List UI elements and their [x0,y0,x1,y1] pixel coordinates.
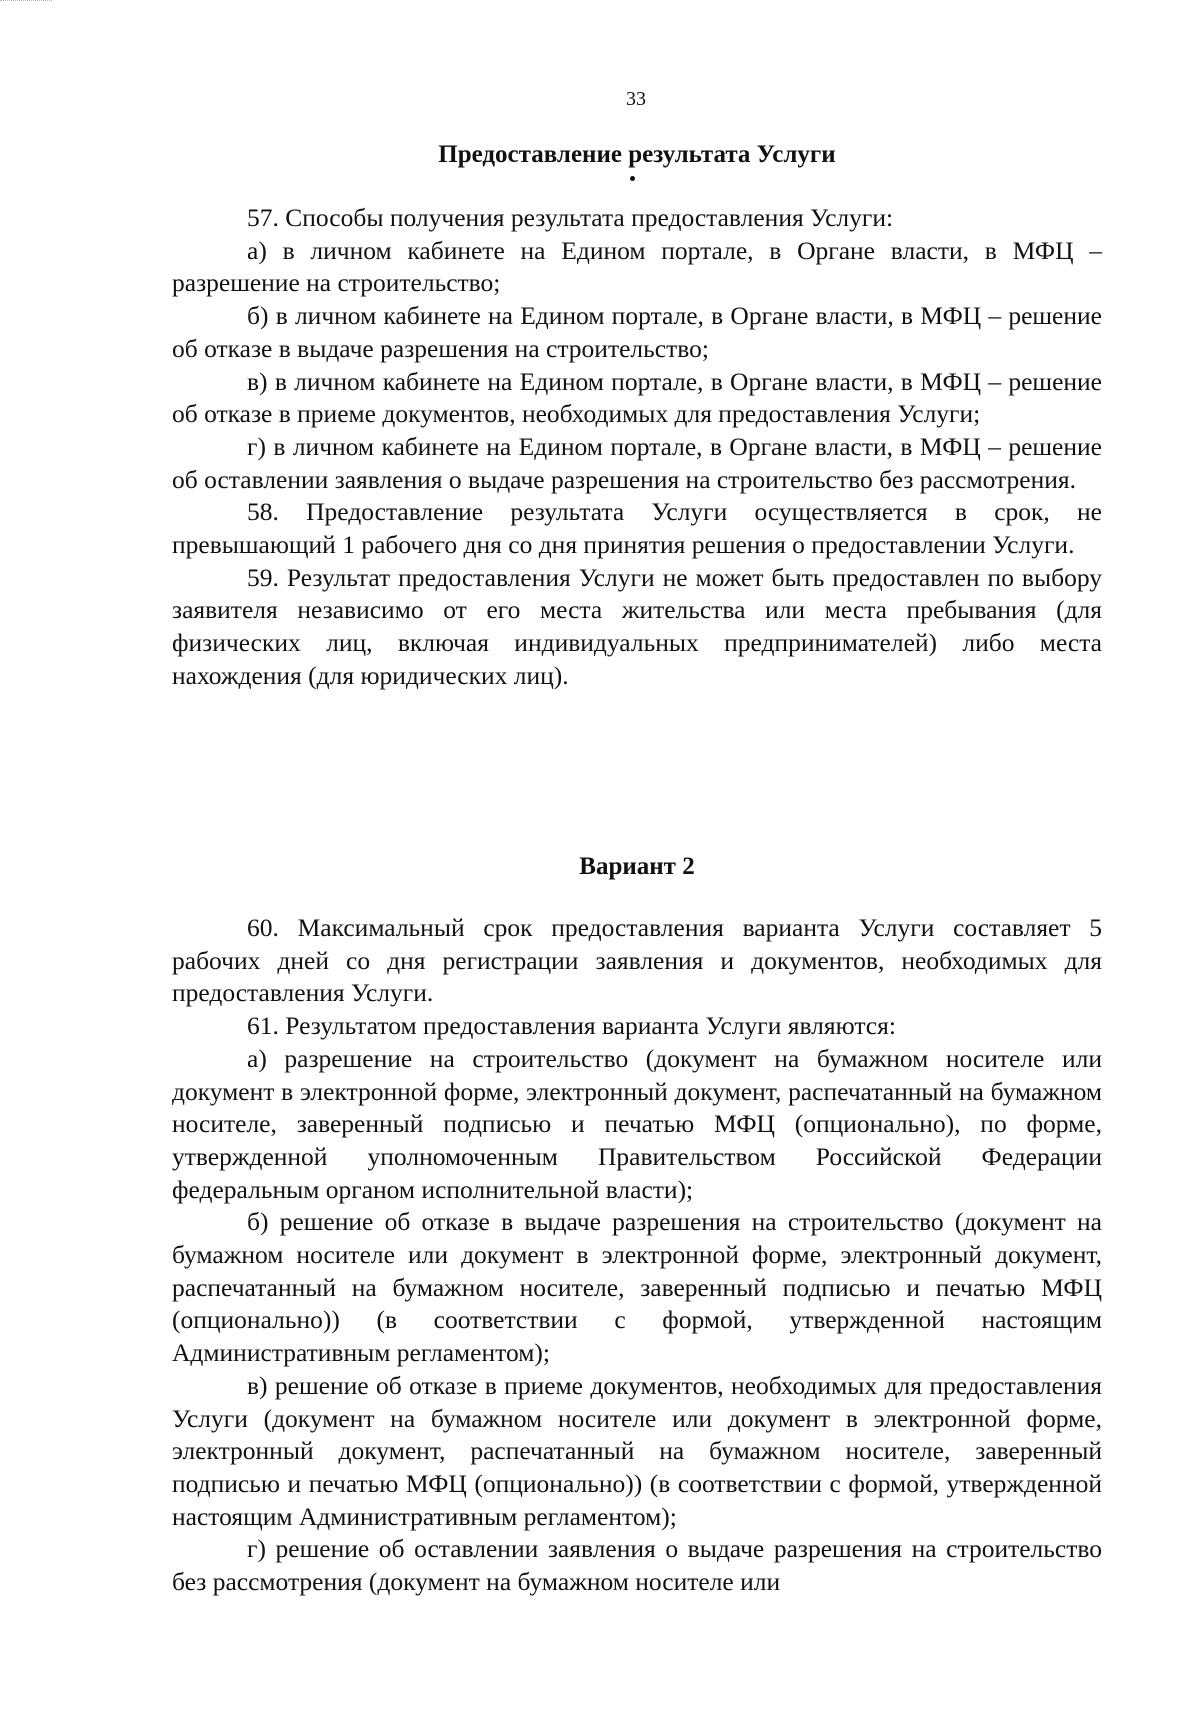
scan-artifact [0,0,52,4]
paragraph-60: 60. Максимальный срок предоставления варианта Услуги составляет 5 рабочих дней со дня регистрации заявления и документов, необходимых для предоставления Услуги. [172,913,1102,1008]
paragraph-57: 57. Способы получения результата предоставления Услуги: [247,203,894,232]
paragraph-61b: б) решение об отказе в выдаче разрешения на строительство (документ на бумажном носителе или документ в электронной форме, электронный документ, распечатанный на бумажном носителе, заверенный подписью и печатью МФЦ (опционально)) (в соответствии с формой, утвержденной настоящим Административным регламентом); [172,1207,1102,1368]
section-heading-result: Предоставление результата Услуги [438,141,836,168]
paragraph-58: 58. Предоставление результата Услуги осуществляется в срок, не превышающий 1 рабочего дня со дня принятия решения о предоставлении Услуги. [172,497,1102,560]
paragraph-57g: г) в личном кабинете на Едином портале, в Органе власти, в МФЦ – решение об оставлении заявления о выдаче разрешения на строительство без рассмотрения. [172,431,1102,494]
paragraph-59: 59. Результат предоставления Услуги не может быть предоставлен по выбору заявителя независимо от его места жительства или места пребывания (для физических лиц, включая индивидуальных предпринимателей) либо места нахождения (для юридических лиц). [172,562,1102,690]
section-heading-variant-2: Вариант 2 [579,853,695,880]
section-2-body [172,912,1102,1599]
paragraph-61g: г) решение об оставлении заявления о выдаче разрешения на строительство без рассмотрения (документ на бумажном носителе или [172,1534,1102,1597]
scan-dot-mark [630,176,635,181]
paragraph-61a: а) разрешение на строительство (документ на бумажном носителе или документ в электронной форме, электронный документ, распечатанный на бумажном носителе, заверенный подписью и печатью МФЦ (опционально), по форме, утвержденной уполномоченным Правительством Российской Федерации федеральным органом исполнительной власти); [172,1043,1102,1204]
section-1-body [172,202,1102,693]
paragraph-57b: б) в личном кабинете на Едином портале, в Органе власти, в МФЦ – решение об отказе в выдаче разрешения на строительство; [172,301,1102,363]
paragraph-57a: а) в личном кабинете на Едином портале, в Органе власти, в МФЦ – разрешение на строительство; [172,235,1102,298]
page-number: 33 [626,88,646,110]
paragraph-61v: в) решение об отказе в приеме документов, необходимых для предоставления Услуги (документ на бумажном носителе или документ в электронной форме, электронный документ, распечатанный на бумажном носителе, заверенный подписью и печатью МФЦ (опционально)) (в соответствии с формой, утвержденной настоящим Административным регламентом); [172,1370,1102,1531]
paragraph-57v: в) в личном кабинете на Едином портале, в Органе власти, в МФЦ – решение об отказе в приеме документов, необходимых для предоставления Услуги; [172,366,1102,429]
paragraph-61: 61. Результатом предоставления варианта Услуги являются: [247,1011,896,1041]
